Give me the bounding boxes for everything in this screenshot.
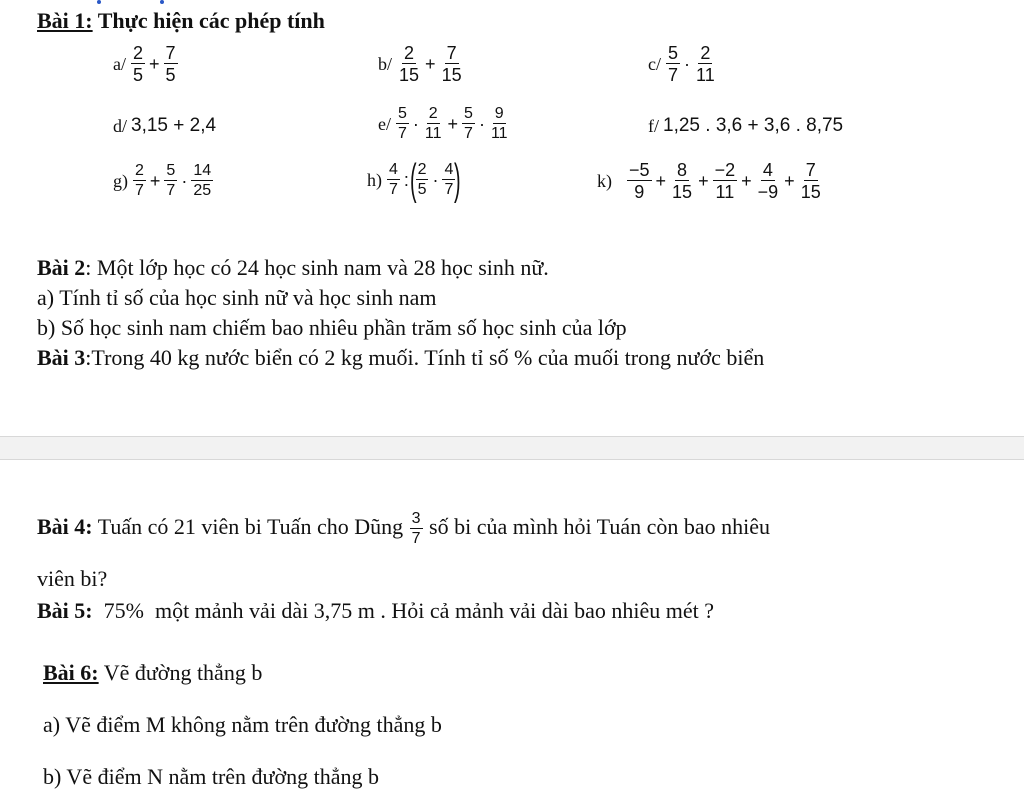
decor-dot — [160, 0, 164, 4]
decor-dot — [97, 0, 101, 4]
bai4-label: Bài 4: — [37, 514, 93, 540]
bai1-item-b: b/ $\frac{2}{15}$ + $\frac{7}{15}$ — [378, 43, 462, 85]
bai6-label: Bài 6: — [43, 660, 99, 685]
bai1-item-h: h) $\frac{4}{7}$ :( $\frac{2}{5}$ · $\frac{4}{7}$ ) — [367, 155, 462, 204]
bai2-statement: Bài 2: Một lớp học có 24 học sinh nam và 28 học sinh nữ. — [37, 255, 549, 280]
bai1-item-e: e/ $\frac{5}{7}$ · $\frac{2}{11}$ + $\frac{5}{7}$ · $\frac{9}{11}$ — [378, 105, 508, 142]
bai6-question-a: a) Vẽ điểm M không nằm trên đường thẳng b — [43, 712, 442, 737]
bai3-statement: Bài 3:Trong 40 kg nước biển có 2 kg muối. Tính tỉ số % của muối trong nước biển — [37, 345, 765, 370]
bai1-item-k: k) $\frac{-5}{9}$ + $\frac{8}{15}$ + $\frac{-2}{11}$ + $\frac{4}{-9}$ + $\frac{7}{15}$ — [597, 160, 821, 202]
bai2-label: Bài 2 — [37, 255, 86, 280]
bai2-question-b: b) Số học sinh nam chiếm bao nhiêu phần trăm số học sinh của lớp — [37, 315, 627, 340]
bai1-item-d: d/ 3,15 + 2,4 — [113, 115, 217, 136]
bai1-item-c: c/ $\frac{5}{7}$ · $\frac{2}{11}$ — [648, 43, 715, 85]
bai1-label: Bài 1: — [37, 8, 93, 33]
bai5-label: Bài 5: — [37, 598, 93, 623]
bai1-item-g: g) $\frac{2}{7}$ + $\frac{5}{7}$ · $\frac{14}{25}$ — [113, 162, 212, 199]
bai6-question-b: b) Vẽ điểm N nằm trên đường thẳng b — [43, 764, 379, 789]
bai1-item-f: f/ 1,25 . 3,6 + 3,6 . 8,75 — [648, 115, 844, 136]
bai2-question-a: a) Tính tỉ số của học sinh nữ và học sinh nam — [37, 285, 437, 310]
bai1-heading: Thực hiện các phép tính — [92, 8, 325, 33]
bai1-item-a: a/ $\frac{2}{5}$ + $\frac{7}{5}$ — [113, 43, 176, 85]
bai3-label: Bài 3 — [37, 345, 86, 370]
bai6-statement: Bài 6: Vẽ đường thẳng b — [43, 660, 263, 685]
bai4-statement: Bài 4: Tuấn có 21 viên bi Tuấn cho Dũng $\frac{3}{7}$ số bi của mình hỏi Tuán còn bao nhiêu — [37, 510, 770, 547]
bai4-fraction: $\frac{3}{7}$ — [411, 510, 421, 547]
bai5-statement: Bài 5: 75% một mảnh vải dài 3,75 m . Hỏi cả mảnh vải dài bao nhiêu mét ? — [37, 598, 714, 623]
bai1-title — [37, 8, 325, 34]
bai4-continuation: viên bi? — [37, 566, 108, 591]
page-separator — [0, 436, 1024, 460]
